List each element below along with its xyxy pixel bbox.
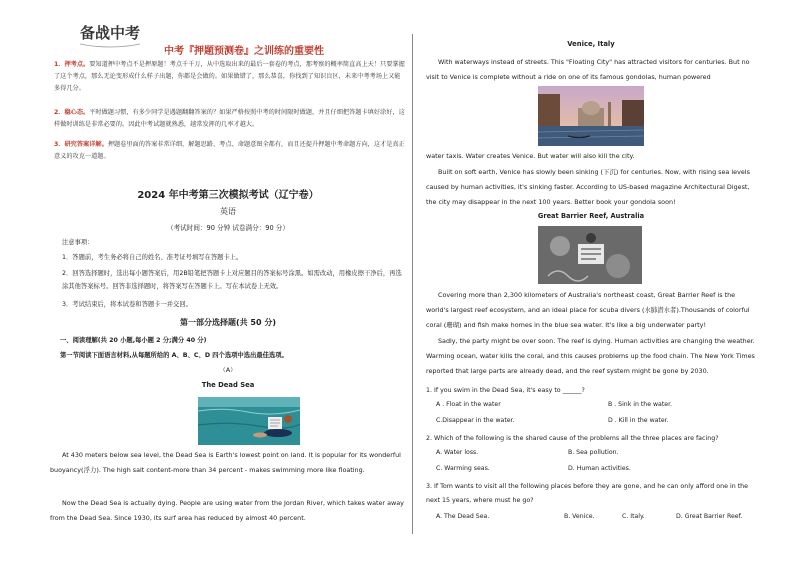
tip-label: 1．押考点。	[54, 61, 90, 68]
question-1-option-c[interactable]: C.Disappear in the water.	[436, 417, 515, 424]
tip-1	[54, 59, 406, 95]
dead-sea-photo	[198, 397, 300, 445]
dead-sea-paragraph-2: Now the Dead Sea is actually dying. People are using water from the Jordan River, which takes water away from the Dead Sea. Since 1930, its surf area has reduced by almost 40 percent.	[50, 499, 404, 522]
reef-paragraph-1: Covering more than 2,300 kilometers of Australia's northeast coast, Great Barrier Reef is the world's largest reef ecosystem, and an ideal place for scuba divers (水肺潜水者).Thousands of colorful coral (珊瑚) and fish make homes in the blue sea water. It's like a big underwater party!	[426, 291, 750, 329]
question-1-option-a[interactable]: A . Float in the water	[436, 401, 501, 408]
question-1-option-b[interactable]: B . Sink in the water.	[608, 401, 673, 408]
notes-title: 注意事项：	[62, 239, 94, 246]
question-2-option-b[interactable]: B. Sea pollution.	[568, 449, 619, 456]
reef-paragraph-2: Sadly, the party might be over soon. The reef is dying. Human activities are changing the weather. Warming ocean, water kills the coral, and this causes problems up the food chain. The New York Times reported that large parts are already dead, and the reef system might be gone by 2030.	[426, 337, 755, 375]
tip-text: 押题卷里面的答案非常详细，解题思路、考点、命题意图全都有，而且还提升押题中考命题方向，这才是真正意义的攻克一道题。	[54, 141, 405, 160]
svg-text:备战中考: 备战中考	[79, 24, 141, 42]
venice-photo	[538, 86, 644, 146]
question-2-option-d[interactable]: D. Human activities.	[568, 465, 631, 472]
passage-title-reef: Great Barrier Reef, Australia	[537, 212, 645, 220]
question-3-option-b[interactable]: B. Venice.	[564, 513, 595, 520]
passage-title-venice: Venice, Italy	[567, 40, 615, 48]
tip-3	[54, 139, 406, 163]
note-2: 2．回答选择题时，选出每小题答案后，用2B铅笔把答题卡上对应题目的答案标号涂黑。如需改动，用橡皮擦干净后，再选涂其他答案标号。回答非选择题时，将答案写在答题卡上。写在本试卷上无效。	[62, 270, 402, 290]
tip-label: 3．研究答案详解。	[54, 141, 108, 148]
column-divider	[412, 34, 413, 534]
question-3-option-c[interactable]: C. Italy.	[622, 513, 645, 520]
banner-title: 中考『押题预测卷』之训练的重要性	[164, 46, 324, 57]
question-3-option-d[interactable]: D. Great Barrier Reef.	[676, 513, 743, 520]
question-1-stem: 1. If you swim in the Dead Sea, it's easy to ______?	[426, 387, 585, 394]
tip-label: 2．稳心态。	[54, 109, 90, 116]
dead-sea-paragraph-1: At 430 meters below sea level, the Dead Sea is Earth's lowest point on land. It is popular for its wonderful buoyancy(浮力). The high salt content-more than 34 percent - makes swimming more like floating.	[50, 451, 401, 474]
passage-title-dead-sea: The Dead Sea	[201, 381, 255, 389]
question-2-option-a[interactable]: A. Water loss.	[436, 449, 479, 456]
exam-subject: 英语	[220, 207, 236, 216]
section-title: 一、阅读理解(共 20 小题,每小题 2 分;满分 40 分)	[60, 337, 207, 344]
reef-photo	[538, 226, 642, 284]
part-title: 第一部分选择题(共 50 分)	[179, 318, 276, 327]
exam-title: 2024 年中考第三次模拟考试（辽宁卷）	[137, 190, 319, 201]
brand-logo	[74, 18, 146, 50]
tip-text: 要知道押中考点不是押原题！考点千千万，从中选取出来的最后一套卷的考点，那考察的概率简直高上天！只要掌握了这个考点，那么无论变形成什么样子出题，你都是会做的。如果做错了，那么恭喜，你找到了知识盲区，未来中考考场上又能多得几分。	[54, 61, 405, 92]
venice-paragraph-2: water taxis. Water creates Venice. But water will also kill the city.	[426, 152, 635, 160]
exam-meta: （考试时间：90 分钟 试卷满分：90 分）	[167, 224, 289, 232]
question-3-stem: 3. If Tom wants to visit all the following places before they are gone, and he can only afford one in the next 15 years, where must he go?	[426, 483, 749, 504]
venice-paragraph-1: With waterways instead of streets. This "Floating City" has attracted visitors for centuries. But no visit to Venice is complete without a ride on one of its famous gondolas, human powered	[426, 58, 750, 81]
question-3-option-a[interactable]: A. The Dead Sea.	[436, 513, 490, 520]
section-instruction: 第一节阅读下面语言材料,从每题所给的 A、B、C、D 四个选项中选出最佳选项。	[60, 352, 288, 359]
question-2-option-c[interactable]: C. Warming seas.	[436, 465, 490, 472]
passage-label: （A）	[219, 367, 237, 374]
tip-2	[54, 107, 406, 131]
question-2-stem: 2. Which of the following is the shared cause of the problems all the three places are facing?	[426, 435, 719, 442]
question-1-option-d[interactable]: D . Kill in the water.	[608, 417, 669, 424]
note-3: 3．考试结束后，将本试卷和答题卡一并交回。	[62, 301, 192, 308]
venice-paragraph-3: Built on soft earth, Venice has slowly been sinking (下沉) for centuries. Now, with rising sea levels caused by human activities, it's sinking faster. According to US-based magazine Architectural Digest, the city may disappear in the next 100 years. Better book your gondola soon!	[426, 168, 750, 206]
note-1: 1．答题前，考生务必将自己的姓名、准考证号填写在答题卡上。	[62, 254, 243, 261]
tip-text: 平时做题习惯，有多少同学是遇题翻翻答案的？如果严格按照中考的时间限时做题，并且仔细把答题卡填好涂好，这样做时训练是非常必要的。因此中考试题就熟悉，越常发挥的几率才越大。	[54, 109, 405, 128]
